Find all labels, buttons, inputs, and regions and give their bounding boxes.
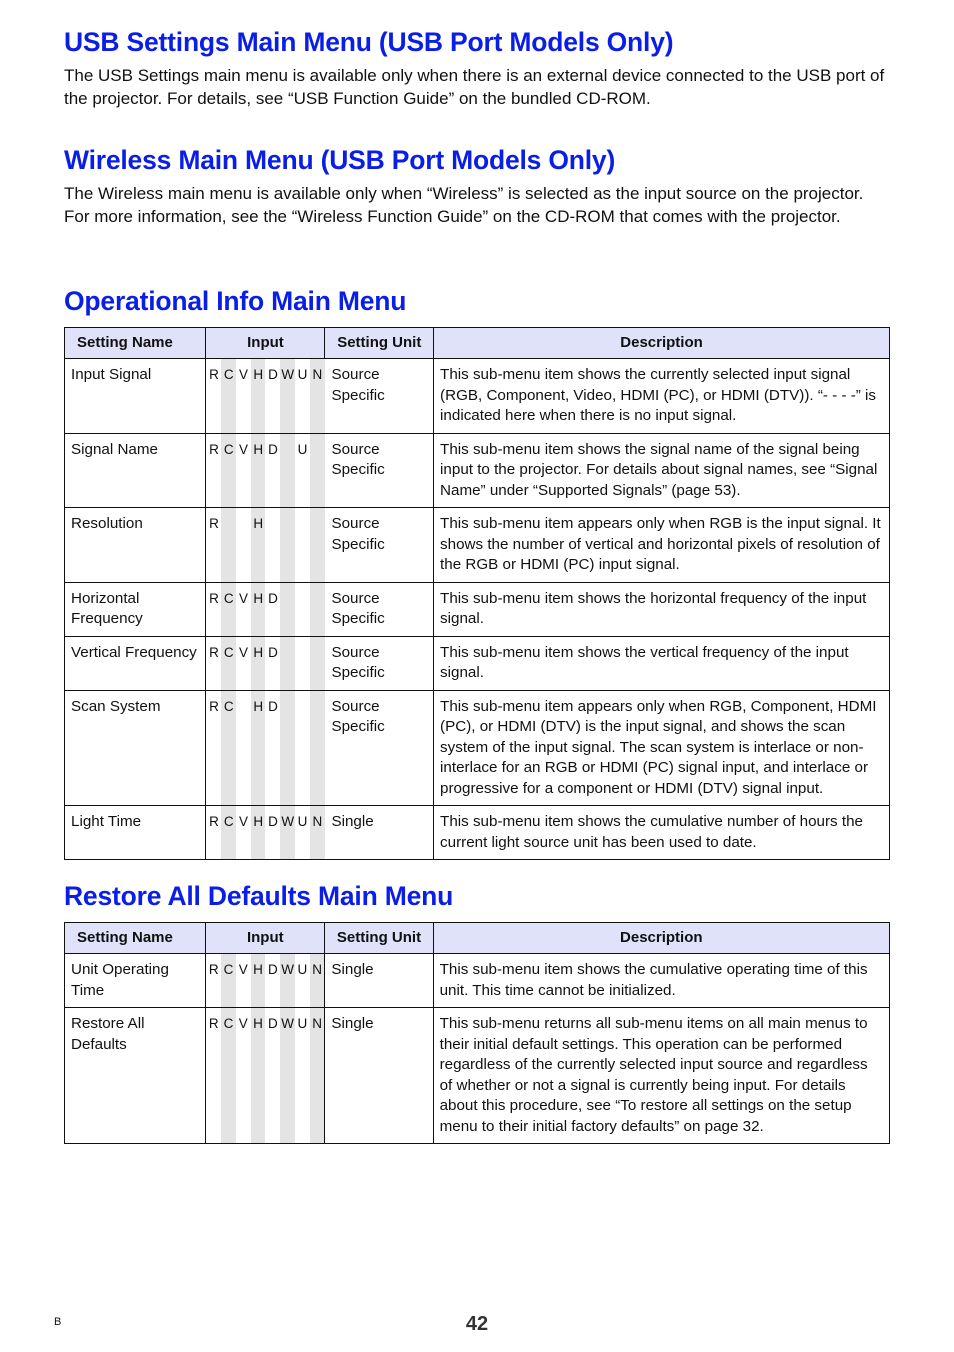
input-code: W xyxy=(280,359,295,433)
col-header-description: Description xyxy=(433,923,889,954)
input-grid xyxy=(206,359,324,433)
input-code: D xyxy=(267,1016,278,1031)
input-code xyxy=(295,637,310,690)
restore-section xyxy=(64,880,890,1144)
input-code: H xyxy=(251,434,266,508)
setting-unit-cell: Source Specific xyxy=(325,508,434,583)
setting-name-cell: Vertical Frequency xyxy=(65,636,206,690)
input-cell xyxy=(206,690,325,806)
input-cell xyxy=(206,582,325,636)
input-cell xyxy=(206,433,325,508)
input-code: U xyxy=(297,367,308,382)
input-code xyxy=(265,508,280,582)
wireless-title: Wireless Main Menu (USB Port Models Only) xyxy=(64,145,616,175)
usb-title: USB Settings Main Menu (USB Port Models Only) xyxy=(64,27,674,57)
input-code xyxy=(310,434,325,508)
input-code xyxy=(236,508,251,582)
table-row xyxy=(65,508,890,583)
wireless-section xyxy=(64,144,890,228)
input-code: D xyxy=(268,814,278,829)
input-grid xyxy=(206,954,324,1007)
setting-name-cell: Restore All Defaults xyxy=(65,1008,206,1144)
setting-unit-cell: Single xyxy=(325,1008,433,1144)
input-code: H xyxy=(251,691,266,806)
input-code: D xyxy=(268,441,278,457)
description-cell: This sub-menu item appears only when RGB, Component, HDMI (PC), or HDMI (DTV) is the input signal, and shows the scan system of the input signal. The scan system is interlace or non-interlace for an RGB or HDMI (PC) signal input, and interlace or progressive for a component or HDMI (DTV) signal input. xyxy=(434,690,890,806)
description-cell: This sub-menu item shows the vertical frequency of the input signal. xyxy=(434,636,890,690)
input-code: R xyxy=(208,962,219,977)
input-code xyxy=(310,508,325,582)
input-code: C xyxy=(221,1008,236,1143)
input-code: V xyxy=(238,367,248,382)
input-code xyxy=(295,508,310,582)
input-code: W xyxy=(280,1008,295,1143)
setting-unit-cell: Source Specific xyxy=(325,433,434,508)
input-grid xyxy=(206,637,324,690)
table-header-row xyxy=(65,328,890,359)
table-row xyxy=(65,433,890,508)
description-cell: This sub-menu returns all sub-menu items on all main menus to their initial default settings. This operation can be performed regardless of the currently selected input source and regardless of whether or not a signal is currently being input. For details about this procedure, see “To restore all settings on the setup menu to their initial factory defaults” on page 32. xyxy=(433,1008,889,1144)
input-code: V xyxy=(238,441,248,457)
setting-name-cell: Signal Name xyxy=(65,433,206,508)
description-cell: This sub-menu item shows the horizontal frequency of the input signal. xyxy=(434,582,890,636)
input-grid xyxy=(206,583,324,636)
setting-unit-cell: Source Specific xyxy=(325,582,434,636)
input-cell xyxy=(206,1008,325,1144)
input-code: U xyxy=(297,814,308,829)
table-row xyxy=(65,359,890,434)
usb-text: The USB Settings main menu is available only when there is an external device connected to the USB port of the projector. For details, see “USB Function Guide” on the bundled CD-ROM. xyxy=(64,66,885,108)
input-cell xyxy=(206,508,325,583)
input-code: V xyxy=(238,590,248,606)
input-code xyxy=(280,637,295,690)
col-header-description: Description xyxy=(434,328,890,359)
setting-unit-cell: Source Specific xyxy=(325,690,434,806)
input-code: D xyxy=(268,590,278,606)
wireless-text: The Wireless main menu is available only when “Wireless” is selected as the input source on the projector. For more information, see the “Wireless Function Guide” on the CD-ROM that comes with the projector. xyxy=(64,184,864,226)
table-row xyxy=(65,806,890,860)
input-code: V xyxy=(238,962,248,977)
input-grid xyxy=(206,806,324,859)
input-code: D xyxy=(267,962,278,977)
input-code xyxy=(310,691,325,806)
input-code: U xyxy=(297,962,307,977)
table-row xyxy=(65,690,890,806)
input-code: R xyxy=(209,516,219,531)
restore-table xyxy=(64,922,890,1144)
input-code: R xyxy=(209,367,219,382)
input-code: H xyxy=(251,637,266,690)
input-code: D xyxy=(268,698,278,714)
description-cell: This sub-menu item shows the signal name of the signal being input to the projector. For details about signal names, see “Signal Name” under “Supported Signals” (page 53). xyxy=(434,433,890,508)
description-cell: This sub-menu item shows the cumulative number of hours the current light source unit has been used to date. xyxy=(434,806,890,860)
input-code xyxy=(295,691,310,806)
opinfo-title: Operational Info Main Menu xyxy=(64,286,407,316)
description-cell: This sub-menu item shows the cumulative operating time of this unit. This time cannot be initialized. xyxy=(433,954,889,1008)
input-code: N xyxy=(310,1008,325,1143)
input-code: H xyxy=(251,359,266,433)
input-code: H xyxy=(251,583,266,636)
input-code: R xyxy=(209,441,219,457)
setting-name-cell: Unit Operating Time xyxy=(65,954,206,1008)
input-code: C xyxy=(221,691,236,806)
col-header-setting-unit: Setting Unit xyxy=(325,923,433,954)
input-code xyxy=(310,637,325,690)
input-code: C xyxy=(221,359,236,433)
input-code: R xyxy=(209,644,219,660)
setting-unit-cell: Single xyxy=(325,806,434,860)
input-code: U xyxy=(297,441,308,457)
input-code: D xyxy=(268,367,278,382)
input-code: W xyxy=(280,806,295,859)
input-grid xyxy=(206,1008,324,1143)
setting-name-cell: Light Time xyxy=(65,806,206,860)
opinfo-table xyxy=(64,327,890,860)
input-code xyxy=(295,583,310,636)
table-row xyxy=(65,582,890,636)
col-header-setting-unit: Setting Unit xyxy=(325,328,434,359)
usb-section xyxy=(64,26,890,110)
input-code: C xyxy=(221,954,236,1007)
input-code: C xyxy=(221,583,236,636)
setting-name-cell: Input Signal xyxy=(65,359,206,434)
opinfo-section xyxy=(64,285,890,860)
input-code: N xyxy=(310,359,325,433)
table-row xyxy=(65,636,890,690)
input-code xyxy=(280,434,295,508)
input-code: N xyxy=(310,954,325,1007)
input-code: W xyxy=(280,954,295,1007)
col-header-input: Input xyxy=(206,923,325,954)
input-code: H xyxy=(251,806,266,859)
input-cell xyxy=(206,954,325,1008)
input-code: C xyxy=(221,806,236,859)
input-code xyxy=(236,691,251,806)
input-code: V xyxy=(238,814,248,829)
table-row xyxy=(65,1008,890,1144)
input-grid xyxy=(206,508,324,582)
description-cell: This sub-menu item appears only when RGB is the input signal. It shows the number of vertical and horizontal pixels of resolution of the RGB or HDMI (PC) input signal. xyxy=(434,508,890,583)
input-code: H xyxy=(251,1008,266,1143)
col-header-setting-name: Setting Name xyxy=(65,328,206,359)
description-cell: This sub-menu item shows the currently selected input signal (RGB, Component, Video, HDMI (PC), or HDMI (DTV)). “- - - -” is indicated here when there is no input signal. xyxy=(434,359,890,434)
setting-name-cell: Resolution xyxy=(65,508,206,583)
input-code: H xyxy=(251,508,266,582)
setting-name-cell: Scan System xyxy=(65,690,206,806)
input-code: C xyxy=(221,434,236,508)
table-header-row xyxy=(65,923,890,954)
input-code: V xyxy=(238,644,248,660)
input-cell xyxy=(206,806,325,860)
input-code: R xyxy=(209,590,219,606)
input-cell xyxy=(206,359,325,434)
input-code xyxy=(280,583,295,636)
setting-unit-cell: Source Specific xyxy=(325,636,434,690)
setting-name-cell: Horizontal Frequency xyxy=(65,582,206,636)
input-code: R xyxy=(208,1016,219,1031)
input-code: R xyxy=(209,814,219,829)
input-code xyxy=(221,508,236,582)
input-grid xyxy=(206,691,324,806)
table-row xyxy=(65,954,890,1008)
input-code: N xyxy=(310,806,325,859)
input-code: C xyxy=(221,637,236,690)
input-grid xyxy=(206,434,324,508)
footer-letter: B xyxy=(54,1316,62,1328)
col-header-input: Input xyxy=(206,328,325,359)
input-code xyxy=(280,691,295,806)
input-code: D xyxy=(268,644,278,660)
input-code xyxy=(280,508,295,582)
input-code: R xyxy=(209,698,219,714)
input-code: U xyxy=(297,1016,307,1031)
col-header-setting-name: Setting Name xyxy=(65,923,206,954)
setting-unit-cell: Source Specific xyxy=(325,359,434,434)
restore-title: Restore All Defaults Main Menu xyxy=(64,881,454,911)
input-code: V xyxy=(238,1016,248,1031)
input-code: H xyxy=(251,954,266,1007)
input-cell xyxy=(206,636,325,690)
setting-unit-cell: Single xyxy=(325,954,433,1008)
page-number: 42 xyxy=(465,1313,489,1335)
input-code xyxy=(310,583,325,636)
